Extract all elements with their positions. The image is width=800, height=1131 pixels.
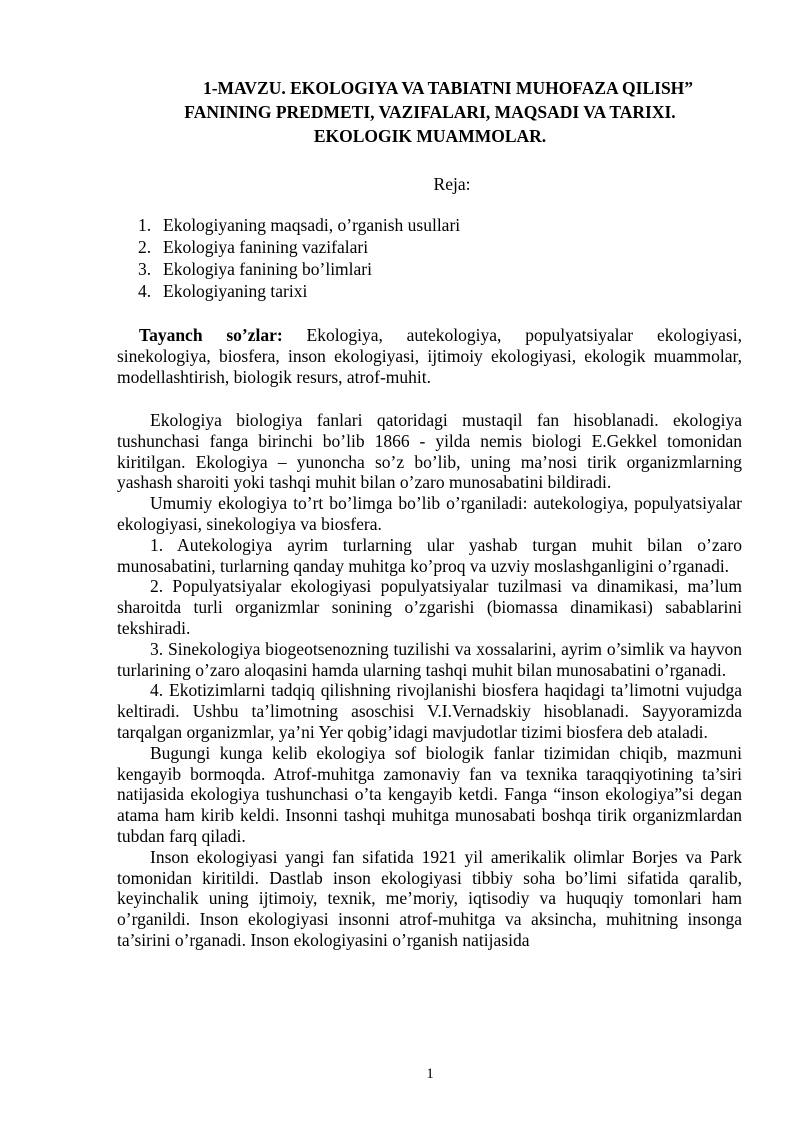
plan-item-text: Ekologiyaning maqsadi, o’rganish usullari xyxy=(163,215,461,235)
body-paragraph: Ekologiya biologiya fanlari qatoridagi mustaqil fan hisoblanadi. ekologiya tushunchasi fanga birinchi bo’lib 1866 - yilda nemis biologi E.Gekkel tomonidan kiritilgan. Ekologiya – yunoncha so’z bo’lib, uning ma’nosi tirik organizmlarning yashash sharoiti yoki tashqi muhit bilan o’zaro munosabatini bildiradi. xyxy=(117,410,742,493)
title-line-2: FANINING PREDMETI, VAZIFALARI, MAQSADI VA TARIXI. xyxy=(184,102,676,122)
body-paragraph: Bugungi kunga kelib ekologiya sof biologik fanlar tizimidan chiqib, mazmuni kengayib bormoqda. Atrof-muhitga zamonaviy fan va texnika taraqqiyotining ta’siri natijasida ekologiya tushunchasi o’ta kengayib ketdi. Fanga “inson ekologiya”si degan atama ham kirib keldi. Insonni tashqi muhitga munosabati boshqa tirik organizmlardan tubdan farq qiladi. xyxy=(117,742,742,846)
body-paragraph: Inson ekologiyasi yangi fan sifatida 1921 yil amerikalik olimlar Borjes va Park tomonidan kiritildi. Dastlab inson ekologiyasi tibbiy soha bo’limi sifatida qaralib, keyinchalik uning ijtimoiy, texnik, me’moriy, iqtisodiy va huquqiy tomonlari ham o’rganildi. Inson ekologiyasi insonni atrof-muhitga va aksincha, muhitning insonga ta’sirini o’rganadi. Inson ekologiyasini o’rganish natijasida xyxy=(117,846,742,950)
plan-item-text: Ekologiya fanining bo’limlari xyxy=(163,259,372,279)
title-line-3: EKOLOGIK MUAMMOLAR. xyxy=(313,126,547,146)
main-text xyxy=(117,410,742,951)
keywords-text: Ekologiya, autekologiya, populyatsiyalar ekologiyasi, sinekologiya, biosfera, inson ekologiyasi, ijtimoiy ekologiyasi, ekologik muammolar, modellashtirish, biologik resurs, atrof-muhit. xyxy=(117,325,742,387)
title-line-1: 1-MAVZU. EKOLOGIYA VA TABIATNI MUHOFAZA QILISH” xyxy=(202,78,694,98)
plan-item-number: 3. xyxy=(138,259,152,279)
keywords-section xyxy=(117,325,742,387)
body-paragraph: 1. Autekologiya ayrim turlarning ular yashab turgan muhit bilan o’zaro munosabatini, turlarning qanday muhitga ko’proq va uzviy moslashganligini o’rganadi. xyxy=(117,534,742,576)
plan-heading: Reja: xyxy=(433,174,471,194)
body-paragraph: Umumiy ekologiya to’rt bo’limga bo’lib o’rganiladi: autekologiya, populyatsiyalar ekologiyasi, sinekologiya va biosfera. xyxy=(117,493,742,534)
body-paragraph: 3. Sinekologiya biogeotsenozning tuzilishi va xossalarini, ayrim o’simlik va hayvon turlarining o’zaro aloqasini hamda ularning tashqi muhit bilan munosabatini o’rganadi. xyxy=(117,638,742,680)
plan-item xyxy=(138,258,460,280)
document-title xyxy=(120,76,740,148)
body-paragraph: 2. Populyatsiyalar ekologiyasi populyatsiyalar tuzilmasi va dinamikasi, ma’lum sharoitda turli organizmlar sonining o’zgarishi (biomassa dinamikasi) sabablarini tekshiradi. xyxy=(117,576,742,638)
keywords-label: Tayanch so’zlar: xyxy=(139,325,283,345)
plan-item xyxy=(138,214,460,236)
body-paragraph: 4. Ekotizimlarni tadqiq qilishning rivojlanishi biosfera haqidagi ta’limotni vujudga keltiradi. Ushbu ta’limotning asoschisi V.I.Vernadskiy hisoblanadi. Sayyoramizda tarqalgan organizmlar, ya’ni Yer qobig’idagi mavjudotlar tizimi biosfera deb ataladi. xyxy=(117,680,742,742)
page-number: 1 xyxy=(426,1066,434,1082)
plan-item-text: Ekologiyaning tarixi xyxy=(163,281,308,301)
plan-item-text: Ekologiya fanining vazifalari xyxy=(163,237,369,257)
keywords-paragraph xyxy=(117,325,742,387)
plan-item xyxy=(138,236,460,258)
plan-item-number: 4. xyxy=(138,281,152,301)
plan-list xyxy=(138,214,460,302)
plan-item-number: 2. xyxy=(138,237,152,257)
plan-item-number: 1. xyxy=(138,215,152,235)
plan-item xyxy=(138,280,460,302)
